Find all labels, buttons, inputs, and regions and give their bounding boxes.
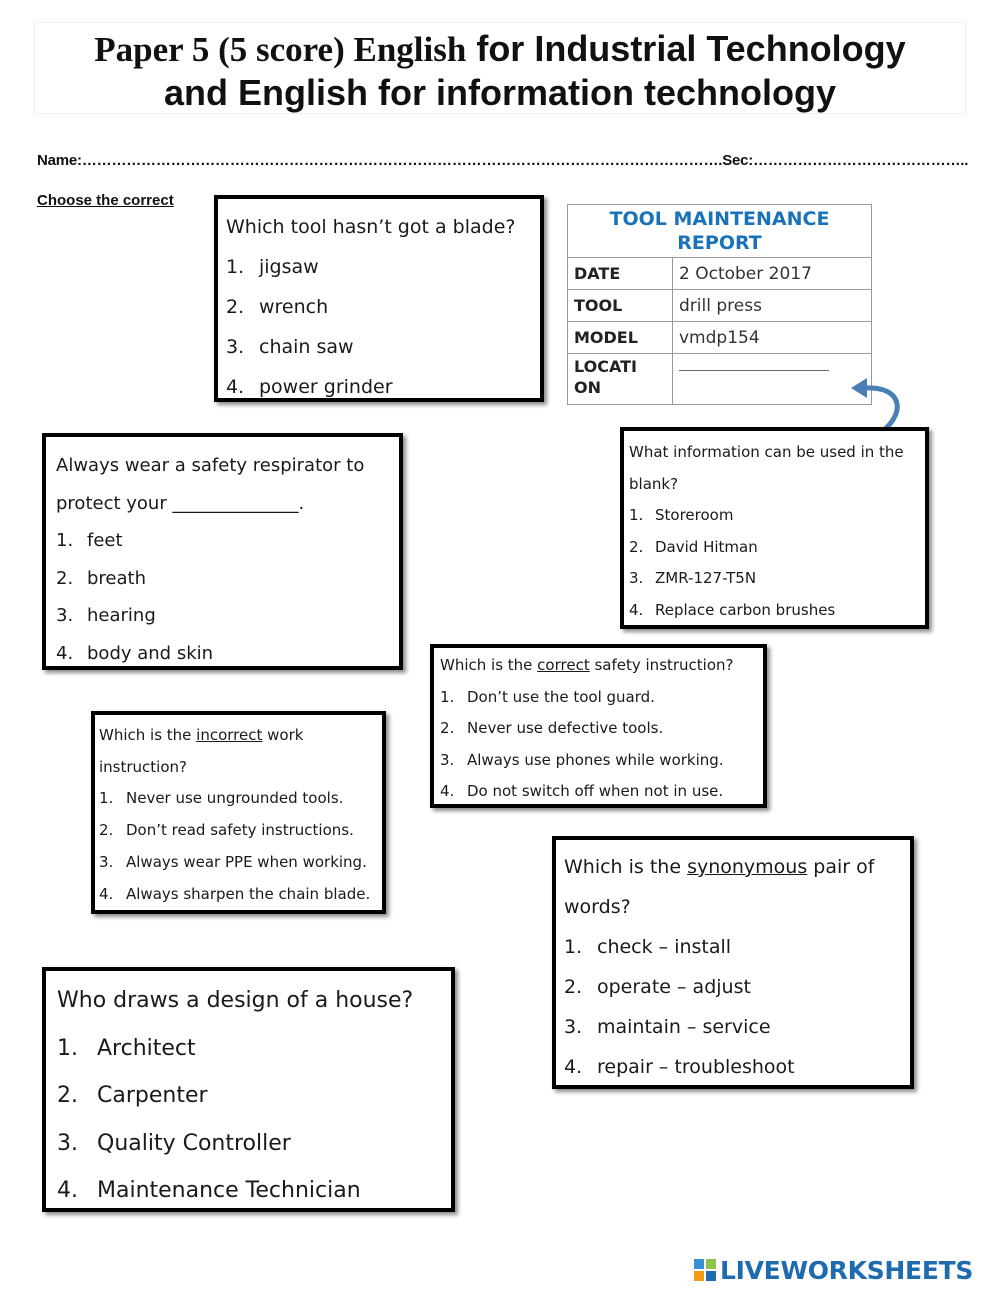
option-text: ZMR-127-T5N xyxy=(655,569,757,587)
option-number: 4. xyxy=(57,1178,78,1203)
option-number: 4. xyxy=(56,642,74,664)
option-number: 2. xyxy=(56,567,74,589)
option-number: 4. xyxy=(226,376,245,398)
option-text: operate – adjust xyxy=(597,976,751,998)
option-number: 1. xyxy=(629,506,644,524)
option-text: Always sharpen the chain blade. xyxy=(126,884,371,903)
answer-option[interactable] xyxy=(57,1072,440,1120)
option-number: 2. xyxy=(564,976,583,998)
option-text: breath xyxy=(87,567,147,589)
title-line-2: and English for information technology xyxy=(164,72,836,113)
option-text: Carpenter xyxy=(97,1083,208,1108)
option-number: 1. xyxy=(56,530,74,551)
option-number: 4. xyxy=(629,600,644,619)
option-number: 3. xyxy=(440,750,455,769)
option-text: power grinder xyxy=(259,376,393,398)
option-text: Don’t read safety instructions. xyxy=(126,821,354,840)
option-number: 3. xyxy=(56,605,74,626)
prompt-keyword: correct xyxy=(537,656,590,674)
question-prompt xyxy=(99,720,378,752)
worksheet-title xyxy=(34,22,966,114)
answer-option[interactable] xyxy=(226,367,532,407)
option-number: 3. xyxy=(99,852,114,871)
report-title-line-1: TOOL MAINTENANCE xyxy=(609,208,830,230)
answer-option[interactable] xyxy=(440,776,757,808)
option-number: 1. xyxy=(440,687,455,706)
prompt-keyword: incorrect xyxy=(196,726,263,744)
report-title-line-2: REPORT xyxy=(677,232,762,254)
question-prompt: Always wear a safety respirator to xyxy=(56,455,365,476)
prompt-part: Which is the xyxy=(564,856,688,878)
option-text: feet xyxy=(87,530,123,551)
option-text: Never use defective tools. xyxy=(467,719,664,737)
question-prompt: Which tool hasn’t got a blade? xyxy=(226,216,516,238)
answer-option[interactable] xyxy=(564,1007,902,1047)
answer-option[interactable] xyxy=(57,1120,440,1168)
prompt-keyword: synonymous xyxy=(687,856,808,878)
prompt-part: pair of xyxy=(807,856,875,878)
instruction-label: Choose the correct xyxy=(37,192,174,209)
question-correct-safety xyxy=(430,644,767,808)
question-prompt-cont: blank? xyxy=(629,474,679,493)
question-prompt: Who draws a design of a house? xyxy=(57,988,414,1013)
location-key-line-2: ON xyxy=(574,378,601,397)
option-number: 1. xyxy=(226,256,245,278)
option-text: maintain – service xyxy=(597,1016,771,1038)
answer-option[interactable] xyxy=(56,560,389,598)
answer-option[interactable] xyxy=(56,522,389,560)
answer-option[interactable] xyxy=(56,635,389,673)
option-number: 1. xyxy=(99,789,114,808)
option-text: Replace carbon brushes xyxy=(655,600,836,619)
question-prompt-cont: words? xyxy=(564,896,631,918)
option-number: 2. xyxy=(99,821,114,840)
answer-option[interactable] xyxy=(629,563,920,595)
question-prompt xyxy=(564,847,902,887)
answer-option[interactable] xyxy=(57,1167,440,1215)
question-blank-info xyxy=(620,427,929,629)
option-number: 4. xyxy=(440,782,455,800)
answer-option[interactable] xyxy=(226,327,532,367)
location-blank[interactable] xyxy=(673,354,872,405)
option-number: 2. xyxy=(57,1083,78,1108)
option-text: Always wear PPE when working. xyxy=(126,852,367,871)
report-key-location xyxy=(568,354,673,405)
report-key: MODEL xyxy=(568,322,673,354)
title-line-1 xyxy=(35,27,965,71)
prompt-part: work xyxy=(262,726,304,744)
prompt-part: Which is the xyxy=(440,656,538,674)
report-row-model xyxy=(568,322,872,354)
option-number: 3. xyxy=(226,336,245,358)
option-text: repair – troubleshoot xyxy=(597,1056,795,1078)
option-text: wrench xyxy=(259,296,329,318)
answer-option[interactable] xyxy=(440,713,757,745)
answer-option[interactable] xyxy=(440,745,757,777)
title-subject: for Industrial Technology xyxy=(466,28,906,69)
answer-option[interactable] xyxy=(99,815,378,847)
report-value: 2 October 2017 xyxy=(673,258,872,290)
answer-option[interactable] xyxy=(57,1025,440,1073)
option-number: 3. xyxy=(57,1130,78,1156)
option-text: Don’t use the tool guard. xyxy=(467,687,655,706)
name-section-line[interactable]: Name:………………………………………………………………………………………………………………….Sec:…………………………………….. xyxy=(37,152,969,169)
option-text: Never use ungrounded tools. xyxy=(126,789,344,808)
report-row-location xyxy=(568,354,872,405)
option-number: 4. xyxy=(564,1056,583,1078)
option-number: 3. xyxy=(564,1016,583,1038)
answer-option[interactable] xyxy=(99,783,378,815)
option-number: 4. xyxy=(99,884,114,903)
option-text: Do not switch off when not in use. xyxy=(467,782,724,800)
question-incorrect-work xyxy=(91,711,386,914)
tool-maintenance-report xyxy=(567,204,872,405)
answer-option[interactable] xyxy=(564,1047,902,1087)
answer-option[interactable] xyxy=(226,287,532,327)
answer-option[interactable] xyxy=(56,597,389,635)
option-number: 2. xyxy=(629,537,644,556)
option-text: Architect xyxy=(97,1035,196,1061)
option-text: Maintenance Technician xyxy=(97,1178,361,1203)
option-text: chain saw xyxy=(259,336,354,358)
option-text: body and skin xyxy=(87,642,214,664)
report-key: TOOL xyxy=(568,290,673,322)
option-text: Storeroom xyxy=(655,506,734,524)
option-text: jigsaw xyxy=(259,256,319,278)
title-paper-label: Paper 5 (5 score) English xyxy=(94,30,467,69)
question-blade xyxy=(214,195,544,402)
report-row-date xyxy=(568,258,872,290)
question-architect xyxy=(42,967,455,1212)
option-number: 2. xyxy=(440,719,455,737)
blank-line xyxy=(679,359,829,371)
prompt-part: Which is the xyxy=(99,726,197,744)
question-synonymous xyxy=(552,836,914,1089)
option-number: 1. xyxy=(564,936,583,958)
option-text: David Hitman xyxy=(655,537,758,556)
answer-option[interactable] xyxy=(629,532,920,564)
location-key-line-1: LOCATI xyxy=(574,357,637,376)
option-number: 1. xyxy=(57,1035,78,1061)
report-value: drill press xyxy=(673,290,872,322)
answer-option[interactable] xyxy=(226,247,532,287)
answer-option[interactable] xyxy=(99,847,378,879)
option-number: 2. xyxy=(226,296,245,318)
logo-text: LIVEWORKSHEETS xyxy=(720,1255,974,1285)
option-number: 3. xyxy=(629,569,644,587)
report-key: DATE xyxy=(568,258,673,290)
option-text: check – install xyxy=(597,936,732,958)
option-text: hearing xyxy=(87,605,156,626)
question-respirator xyxy=(42,433,403,670)
answer-option[interactable] xyxy=(564,927,902,967)
report-title xyxy=(568,205,872,258)
logo-mark-icon xyxy=(693,1258,717,1282)
option-text: Always use phones while working. xyxy=(467,750,724,769)
question-prompt: What information can be used in the xyxy=(629,443,904,461)
report-value: vmdp154 xyxy=(673,322,872,354)
report-row-tool xyxy=(568,290,872,322)
answer-option[interactable] xyxy=(440,682,757,714)
liveworksheets-logo[interactable] xyxy=(693,1255,973,1285)
question-prompt xyxy=(440,650,757,682)
option-text: Quality Controller xyxy=(97,1130,291,1156)
answer-option[interactable] xyxy=(564,967,902,1007)
answer-option[interactable] xyxy=(99,879,378,911)
answer-option[interactable] xyxy=(629,500,920,532)
question-prompt-blank: protect your ______________. xyxy=(56,492,305,514)
answer-option[interactable] xyxy=(629,595,920,627)
question-prompt-cont: instruction? xyxy=(99,757,187,776)
prompt-part: safety instruction? xyxy=(589,656,734,674)
